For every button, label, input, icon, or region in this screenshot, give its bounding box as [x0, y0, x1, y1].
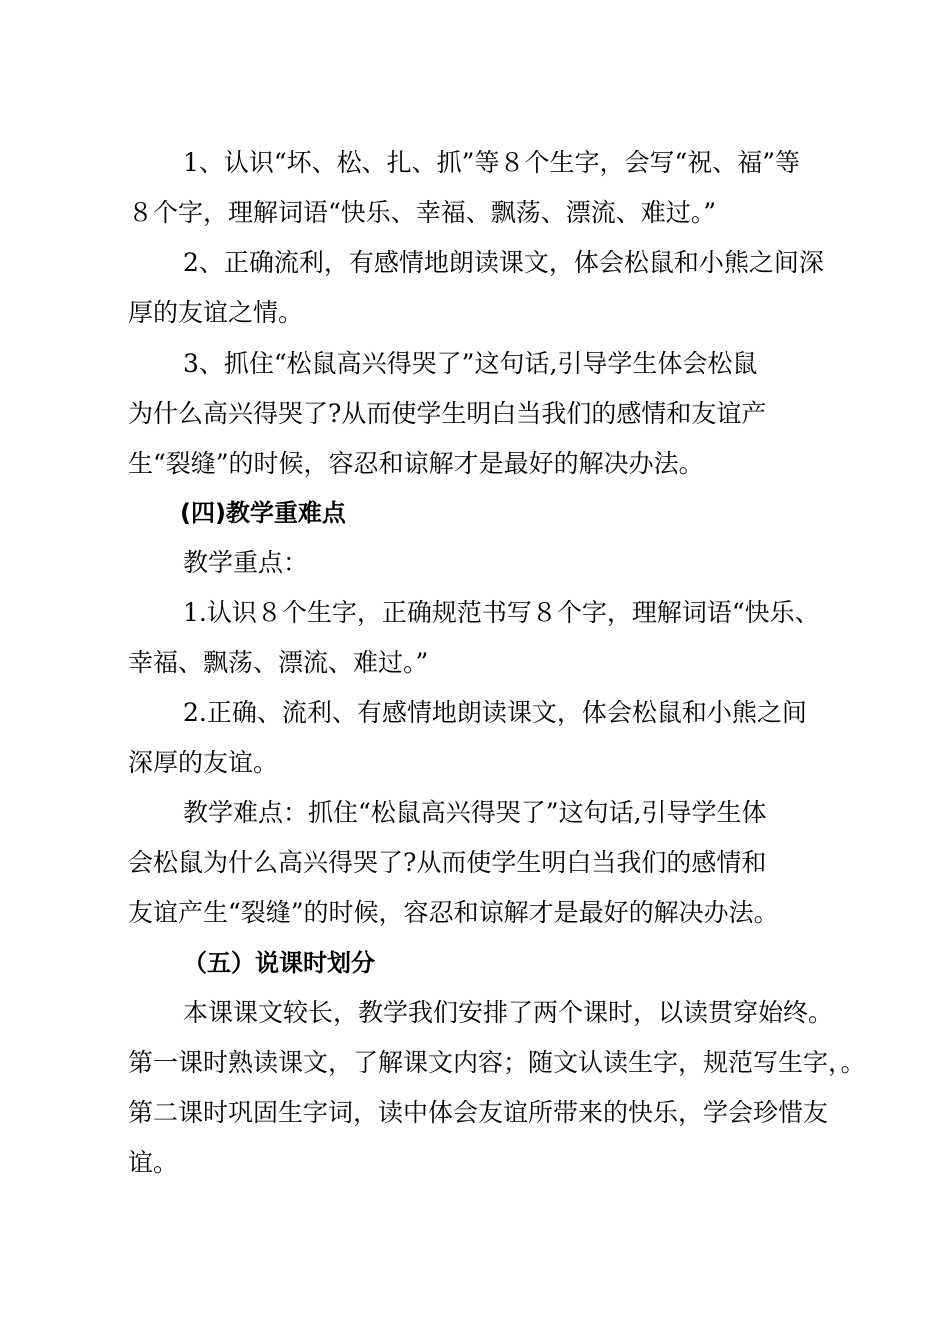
objective-2-line-1: 2、正确流利，有感情地朗读课文，体会松鼠和小熊之间深: [183, 248, 824, 277]
section-5-line-2: 第一课时熟读课文，了解课文内容；随文认读生字，规范写生字，。: [128, 1048, 866, 1077]
key-points-label: 教学重点：: [183, 548, 309, 577]
key-point-2-line-2: 深厚的友谊。: [128, 748, 279, 777]
key-point-1-line-2: 幸福、飘荡、漂流、难过。”: [128, 648, 429, 677]
objective-3-line-1: 3、抓住“松鼠高兴得哭了”这句话,引导学生体会松鼠: [183, 349, 758, 378]
section-4-heading: (四)教学重难点: [180, 499, 346, 527]
section-5-line-3: 第二课时巩固生字词，读中体会友谊所带来的快乐，学会珍惜友: [128, 1098, 829, 1127]
difficulty-line-2: 会松鼠为什么高兴得哭了?从而使学生明白当我们的感情和: [128, 848, 767, 877]
objective-1-line-1: 1、认识“坏、松、扎、抓”等８个生字，会写“祝、福”等: [183, 148, 801, 177]
key-point-2-line-1: 2.正确、流利、有感情地朗读课文，体会松鼠和小熊之间: [183, 698, 807, 727]
difficulty-line-1: 教学难点：抓住“松鼠高兴得哭了”这句话,引导学生体: [183, 798, 767, 827]
objective-3-line-2: 为什么高兴得哭了?从而使学生明白当我们的感情和友谊产: [128, 399, 767, 428]
difficulty-line-3: 友谊产生“裂缝”的时候，容忍和谅解才是最好的解决办法。: [128, 898, 779, 927]
section-5-heading: （五）说课时划分: [183, 949, 375, 977]
objective-1-line-2: ８个字，理解词语“快乐、幸福、飘荡、漂流、难过。”: [128, 198, 717, 227]
section-5-line-4: 谊。: [128, 1148, 179, 1177]
section-5-line-1: 本课课文较长，教学我们安排了两个课时，以读贯穿始终。: [183, 998, 834, 1027]
objective-2-line-2: 厚的友谊之情。: [128, 298, 304, 327]
objective-3-line-3: 生“裂缝”的时候，容忍和谅解才是最好的解决办法。: [128, 449, 704, 478]
key-point-1-line-1: 1.认识８个生字，正确规范书写８个字，理解词语“快乐、: [183, 598, 820, 627]
